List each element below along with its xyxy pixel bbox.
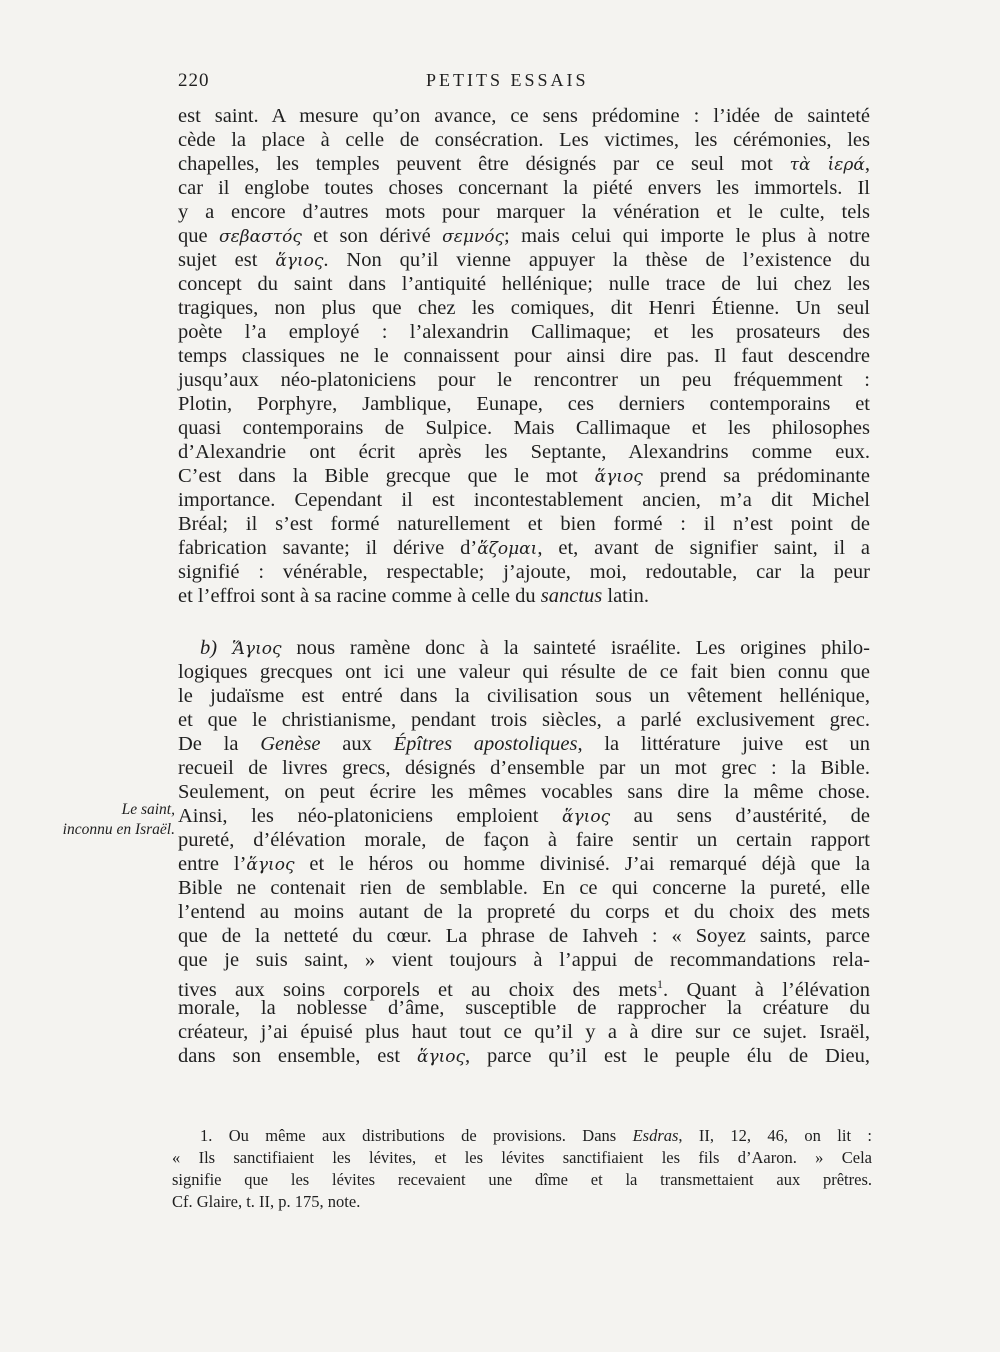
margin-note: Le saint, inconnu en Israël. [62,801,175,838]
text-line: que σεβαστός et son dérivé σεμνός; mais celui qui importe le plus à notre [178,225,870,247]
book-title: Genèse [260,733,321,755]
text-line: logiques grecques ont ici une valeur qui résulte de ce fait bien connu que [178,661,870,683]
text-line: pureté, d’élévation morale, de façon à faire sentir un certain rapport [178,829,870,851]
footnote-line: signifie que les lévites recevaient une dîme et la transmettaient aux prêtres. [172,1170,872,1189]
book-title: Épîtres apostoliques [393,733,578,755]
text-line: et que le christianisme, pendant trois siècles, a parlé exclusivement grec. [178,709,870,731]
greek-word: τὰ ἱερά [789,155,865,175]
text-line: temps classiques ne le connaissent pour ainsi dire pas. Il faut descendre [178,345,870,367]
footnote-line: « Ils sanctifiaient les lévites, et les lévites sanctifiaient les fils d’Aaron. » Cela [172,1148,872,1167]
text-line: Bréal; il s’est formé naturellement et bien formé : il n’est point de [178,513,870,535]
footnote-ref: 1 [657,977,664,991]
text-line: tragiques, non plus que chez les comiques, dit Henri Étienne. Un seul [178,297,870,319]
text-line: l’entend au moins autant de la propreté du corps et du choix des mets [178,901,870,923]
text-line: tives aux soins corporels et au choix des mets$^1$. Quant à l’élévation [178,977,870,1001]
text-line: jusqu’aux néo-platoniciens pour le rencontrer un peu fréquemment : [178,369,870,391]
text-line: est saint. A mesure qu’on avance, ce sens prédomine : l’idée de sainteté [178,105,870,127]
greek-word: ἅζομαι [477,539,538,559]
text-line: quasi contemporains de Sulpice. Mais Callimaque et les philosophes [178,417,870,439]
text-line: le judaïsme est entré dans la civilisation sous un vêtement hellénique, [178,685,870,707]
text-line: entre l’ἅγιος et le héros ou homme divinisé. J’ai remarqué déjà que la [178,853,870,875]
text-line: que de la netteté du cœur. La phrase de Iahveh : « Soyez saints, parce [178,925,870,947]
greek-word: σεβαστός [219,227,302,247]
greek-word: ἅγιος [594,467,643,487]
text-line: importance. Cependant il est incontestablement ancien, m’a dit Michel [178,489,870,511]
text-line: recueil de livres grecs, désignés d’ensemble par un mot grec : la Bible. [178,757,870,779]
text-line: Plotin, Porphyre, Jamblique, Eunape, ces derniers contemporains et [178,393,870,415]
latin-word: sanctus [540,585,603,607]
text-line: poète l’a employé : l’alexandrin Callimaque; et les prosateurs des [178,321,870,343]
text-line: morale, la noblesse d’âme, susceptible de rapprocher la créature du [178,997,870,1019]
greek-word: σεμνός [442,227,505,247]
text-line: que je suis saint, » vient toujours à l’appui de recommandations rela- [178,949,870,971]
page-header [178,70,870,94]
page-number: 220 [178,70,210,91]
greek-word: ἅγιος [562,807,611,827]
text-line: créateur, j’ai épuisé plus haut tout ce qu’il y a à dire sur ce sujet. Israël, [178,1021,870,1043]
footnote-line: 1. Ou même aux distributions de provisions. Dans Esdras, II, 12, 46, on lit : [200,1126,872,1145]
running-title: PETITS ESSAIS [426,70,589,90]
text-line: cède la place à celle de consécration. Les victimes, les cérémonies, les [178,129,870,151]
text-line: d’Alexandrie ont écrit après les Septante, Alexandrins comme eux. [178,441,870,463]
greek-word: Ἅγιος [231,639,282,659]
text-line: dans son ensemble, est ἅγιος, parce qu’il est le peuple élu de Dieu, [178,1045,871,1067]
text-line: C’est dans la Bible grecque que le mot ἅγιος prend sa prédominante [178,465,870,487]
text-line: b) Ἅγιος nous ramène donc à la sainteté israélite. Les origines philo- [200,637,870,659]
text-line: fabrication savante; il dérive d’ἅζομαι, et, avant de signifier saint, il a [178,537,870,559]
text-line: sujet est ἅγιος. Non qu’il vienne appuyer la thèse de l’existence du [178,249,870,271]
footnote-line: Cf. Glaire, t. II, p. 175, note. [172,1192,361,1211]
text-line: Bible ne contenait rien de semblable. En ce qui concerne la pureté, elle [178,877,870,899]
greek-word: ἅγιος [275,251,324,271]
text-line: De la Genèse aux Épîtres apostoliques, la littérature juive est un [178,733,871,755]
section-marker: b) [200,637,218,659]
text-line: car il englobe toutes choses concernant la piété envers les immortels. Il [178,177,870,199]
text-line: et l’effroi sont à sa racine comme à celle du sanctus latin. [178,585,649,607]
text-line: Seulement, on peut écrire les mêmes vocables sans dire la même chose. [178,781,870,803]
text-line: signifié : vénérable, respectable; j’ajoute, moi, redoutable, car la peur [178,561,870,583]
text-line: Ainsi, les néo-platoniciens emploient ἅγιος au sens d’austérité, de [178,805,870,827]
text-line: concept du saint dans l’antiquité hellénique; nulle trace de lui chez les [178,273,870,295]
text-line: y a encore d’autres mots pour marquer la vénération et le culte, tels [178,201,870,223]
greek-word: ἅγιος [416,1047,466,1067]
greek-word: ἅγιος [246,855,295,875]
text-line: chapelles, les temples peuvent être désignés par ce seul mot τὰ ἱερά, [178,153,870,175]
